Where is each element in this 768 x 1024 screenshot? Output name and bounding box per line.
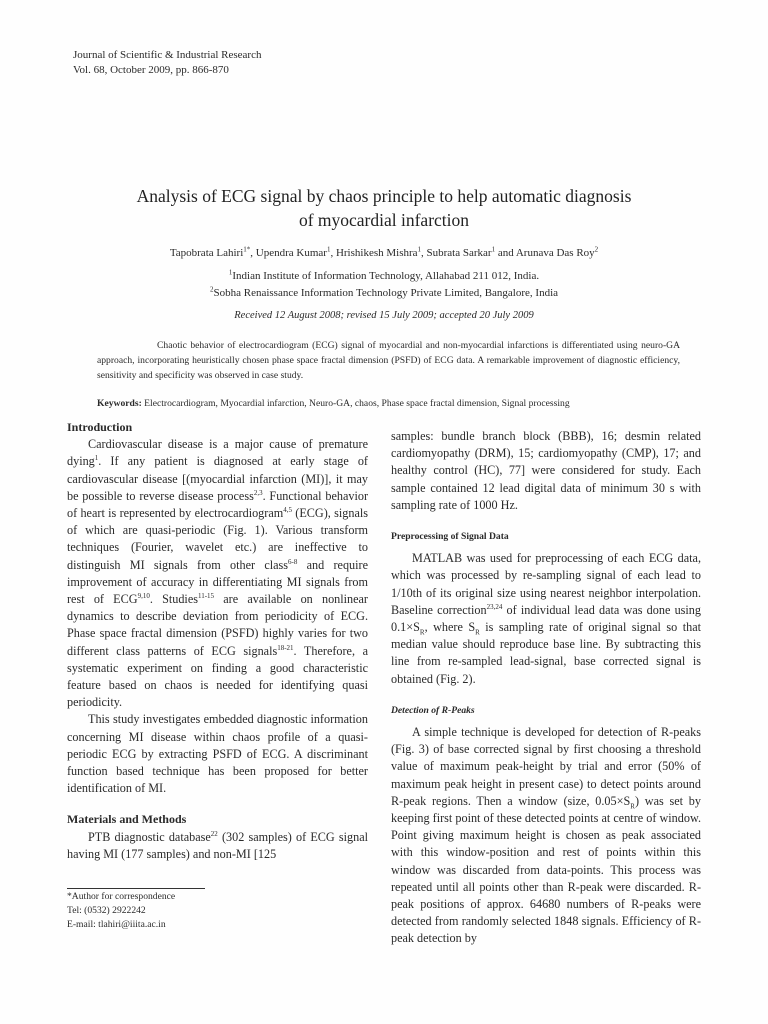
journal-header [73, 48, 261, 78]
author: Tapobrata Lahiri [169, 247, 244, 259]
keywords [97, 398, 680, 409]
abstract-text: Chaotic behavior of electrocardiogram (ECG) signal of myocardial and non-myocardial infarctions is differentiated using neuro-GA approach, incorporating heuristically chosen phase space fractal dimension (PSFD) of ECG data. A remarkable improvement of diagnostic efficiency, sensitivity and specificity was observed in case study. [97, 340, 680, 381]
citation: 2,3 [253, 488, 263, 497]
citation: 11-15 [197, 591, 215, 600]
methods-paragraph-1: PTB diagnostic database$^{22}$ (302 samples) of ECG signal having MI (177 samples) and non-MI [125 [67, 829, 368, 861]
keywords-label: Keywords: [97, 398, 142, 409]
author: , Subrata Sarkar [421, 247, 492, 259]
preprocessing-paragraph: MATLAB was used for preprocessing of each ECG data, which was processed by re-sampling signal of each lead to 1/10th of its original size using nearest neighbor interpolation. Baseline correction$^{23,24}$ of individual lead data was done using $0.1\times S_R$, where $S_R$ is sampling rate of original signal so that median value should reproduce base line. By subtracting this line from re-sampled lead-signal, base corrected signal is obtained (Fig. 2). [391, 551, 701, 686]
citation: 9,10 [137, 591, 150, 600]
intro-paragraph-2: This study investigates embedded diagnostic information concerning MI disease within chaos profile of a quasi-periodic ECG by extracting PSFD of ECG. A discriminant function based technique has been proposed for better identification of MI. [67, 712, 368, 796]
footnote-rule [67, 888, 205, 889]
paper-title [60, 184, 708, 232]
citation: 4,5 [283, 505, 292, 514]
author-affil-mark: 1 [326, 245, 331, 254]
citation: 1 [94, 454, 99, 463]
right-column [391, 428, 701, 948]
author: , Upendra Kumar [250, 247, 327, 259]
section-heading-methods: Materials and Methods [67, 812, 187, 827]
submission-dates: Received 12 August 2008; revised 15 July 2009; accepted 20 July 2009 [234, 310, 534, 321]
affiliation-2: $^2$Sobha Renaissance Information Technology Private Limited, Bangalore, India [209, 285, 559, 299]
author-affil-mark: 1 [491, 245, 496, 254]
journal-name: Journal of Scientific & Industrial Research [73, 49, 262, 61]
author-affil-mark: 1* [243, 245, 251, 254]
citation: 22 [210, 829, 218, 838]
methods-paragraph-1-continued: samples: bundle branch block (BBB), 16; desmin related cardiomyopathy (DRM), 15; cardiomyopathy (CMP), 17; and healthy control (HC), 77] were considered for study. Each sample contained 12 lead digital data of minimum 30 s with sampling rate of 1000 Hz. [391, 429, 701, 512]
title-line-1: Analysis of ECG signal by chaos principle to help automatic diagnosis [136, 186, 632, 206]
left-column [67, 419, 368, 863]
intro-paragraph-1: Cardiovascular disease is a major cause of premature dying$^1$. If any patient is diagnosed at early stage of cardiovascular disease [(myocardial infarction (MI)], it may be possible to reverse disease process$^{2,3}$. Functional behavior of heart is represented by electrocardiogram$^{4,5}$ (ECG), signals of which are quasi-periodic (Fig. 1). Various transform techniques (Fourier, wavelet etc.) are ineffective to distinguish MI signals from other class$^{6-8}$ and require improvement of accuracy in differentiating MI signals from rest of ECG$^{9,10}$. Studies$^{11-15}$ are available on nonlinear dynamics to describe deviation from periodicity of ECG. Phase space fractal dimension (PSFD) highly varies for two different class patterns of ECG signals$^{18-21}$. Therefore, a systematic experiment on finding a good characteristic feature based on chaos is needed for identifying quasi periodicity. [67, 437, 369, 710]
subsection-heading-rpeaks: Detection of R-Peaks [391, 704, 475, 716]
author: , Hrishikesh Mishra [330, 247, 418, 259]
citation: 23,24 [486, 602, 503, 611]
citation: 18-21 [277, 643, 294, 652]
author-affil-mark: 2 [594, 245, 599, 254]
affiliations [60, 268, 708, 302]
author: and Arunava Das Roy [495, 247, 595, 259]
keywords-text: Electrocardiogram, Myocardial infarction, Neuro-GA, chaos, Phase space fractal dimension, Signal processing [141, 398, 570, 409]
correspondence-footnote: *Author for correspondence Tel: (0532) 2922242 E-mail: tlahiri@iiita.ac.in [67, 891, 176, 930]
rpeaks-paragraph: A simple technique is developed for detection of R-peaks (Fig. 3) of base corrected signal by first choosing a threshold value of maximum peak-height by trial and error (50% of maximum peak height in present case) to detect points around R-peak regions. Then a window (size, $0.05\times S_R$) was set by keeping first point of these detected points at centre of window. Point giving maximum height is chosen as peak associated with this window-position and rest of points within this window was discarded from data-points. This process was repeated until all points other than R-peak were discarded. R-peak positions of approx. 64680 numbers of R-peaks were detected from randomly selected 1848 signals. Efficiency of R-peak detection by [391, 725, 701, 946]
author-list [60, 246, 708, 260]
author-affil-mark: 1 [417, 245, 422, 254]
abstract [97, 338, 680, 383]
title-line-2: of myocardial infarction [298, 210, 470, 230]
affiliation-1: $^1$Indian Institute of Information Technology, Allahabad 211 012, India. [228, 268, 540, 282]
section-heading-introduction: Introduction [67, 420, 133, 434]
journal-volume: Vol. 68, October 2009, pp. 866-870 [73, 64, 229, 76]
citation: 6-8 [288, 557, 298, 566]
subsection-heading-preprocessing: Preprocessing of Signal Data [391, 531, 509, 543]
